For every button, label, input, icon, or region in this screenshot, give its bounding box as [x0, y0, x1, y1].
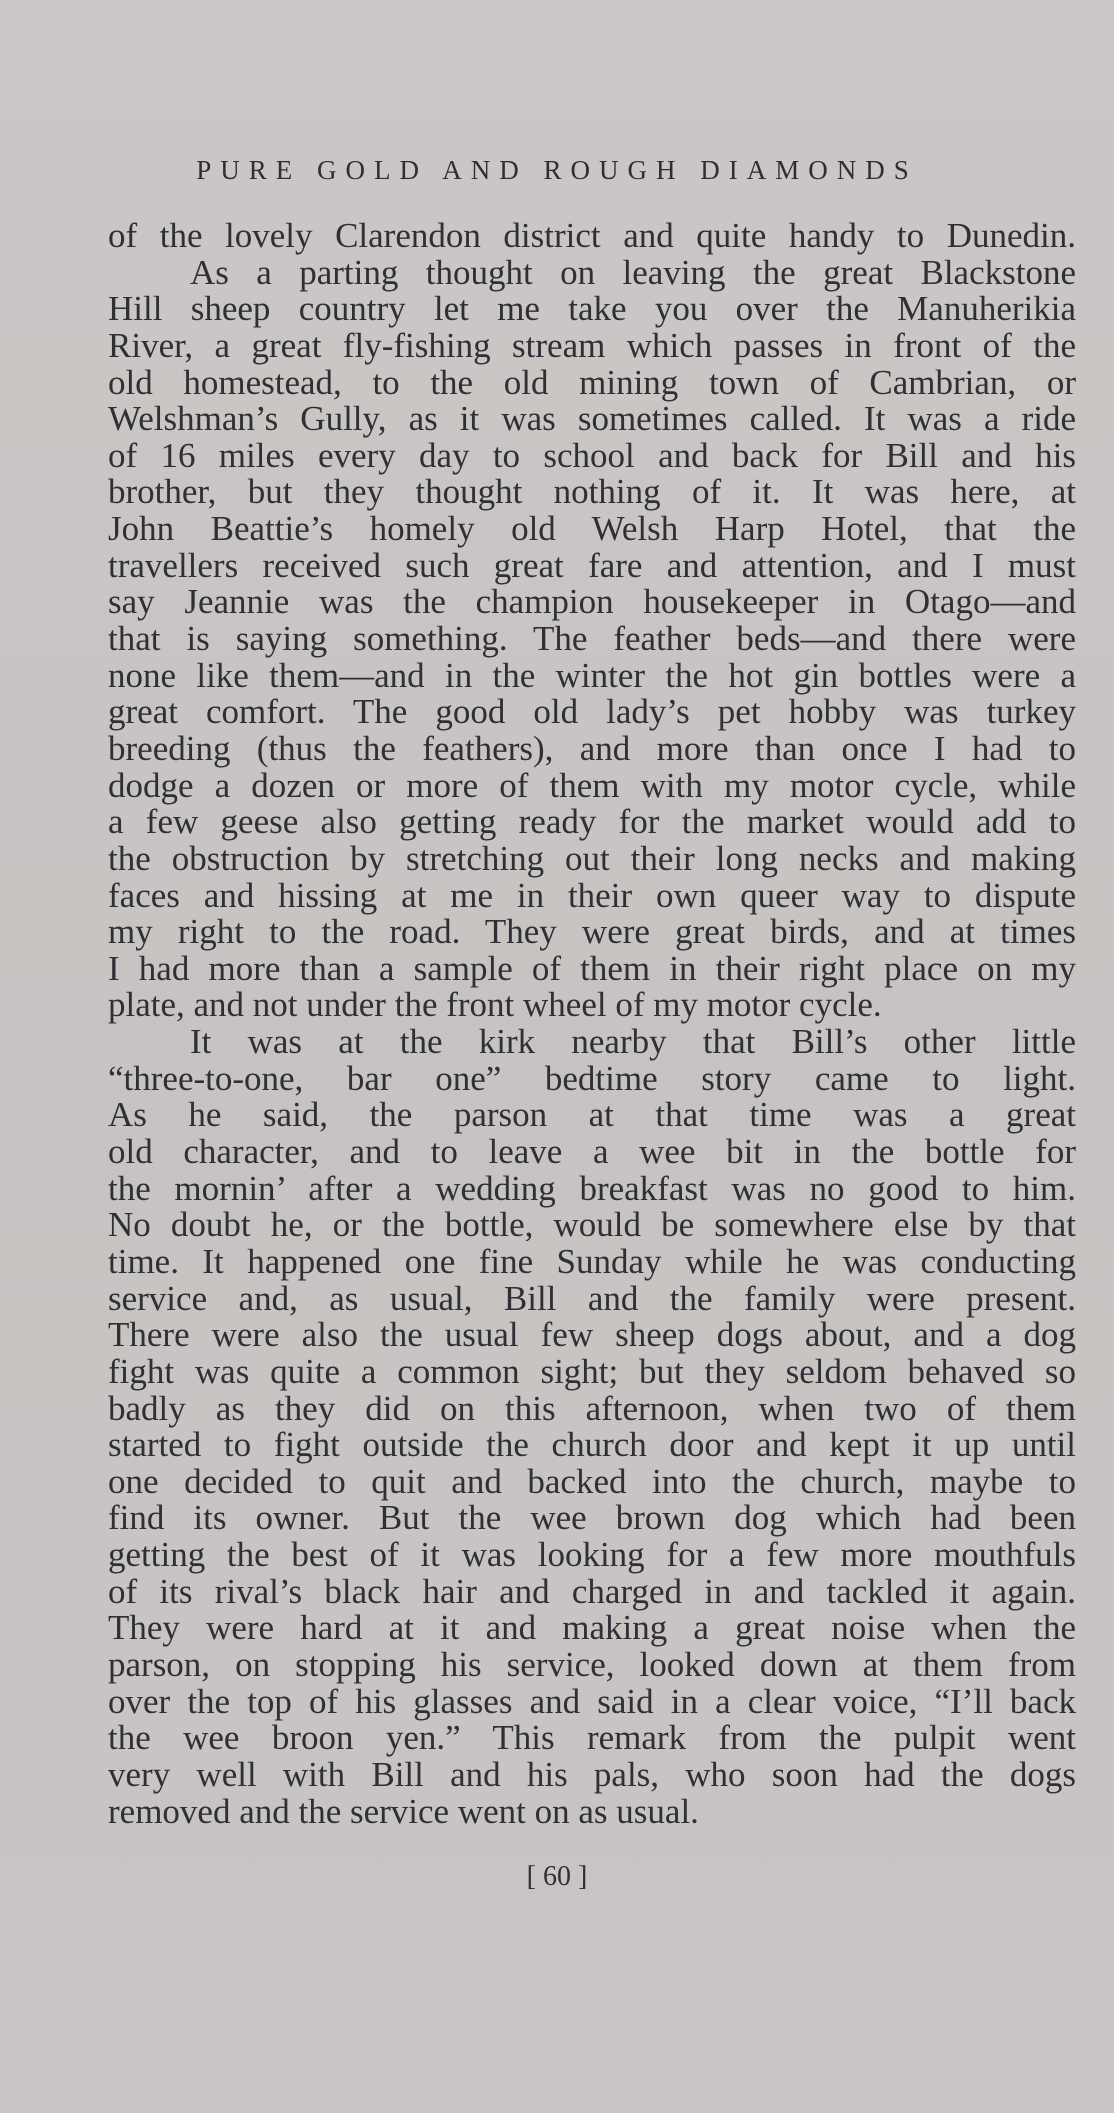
text-line: the wee broon yen.” This remark from the pulpit went — [108, 1718, 1076, 1758]
text-line: dodge a dozen or more of them with my motor cycle, while — [108, 765, 1076, 805]
text-line: a few geese also getting ready for the market would add to — [108, 802, 1076, 842]
text-line: parson, on stopping his service, looked down at them from — [108, 1644, 1076, 1684]
text-line: fight was quite a common sight; but they seldom behaved so — [108, 1351, 1076, 1391]
text-line: say Jeannie was the champion housekeeper in Otago—and — [108, 582, 1076, 622]
body-text — [108, 218, 1076, 1830]
text-line: Hill sheep country let me take you over the Manuherikia — [108, 289, 1076, 329]
text-line: As a parting thought on leaving the great Blackstone — [190, 252, 1076, 292]
text-line: removed and the service went on as usual. — [108, 1791, 699, 1831]
text-line: River, a great fly-fishing stream which passes in front of the — [108, 325, 1076, 365]
text-line: plate, and not under the front wheel of my motor cycle. — [108, 985, 882, 1025]
text-line: my right to the road. They were great birds, and at times — [108, 912, 1076, 952]
text-line: old character, and to leave a wee bit in the bottle for — [108, 1132, 1076, 1172]
text-line: none like them—and in the winter the hot gin bottles were a — [108, 655, 1076, 695]
text-line: old homestead, to the old mining town of Cambrian, or — [108, 362, 1076, 402]
text-line: They were hard at it and making a great noise when the — [108, 1608, 1076, 1648]
text-line: badly as they did on this afternoon, when two of them — [108, 1388, 1076, 1428]
text-line: very well with Bill and his pals, who soon had the dogs — [108, 1754, 1076, 1794]
text-line: There were also the usual few sheep dogs about, and a dog — [108, 1315, 1076, 1355]
text-line: I had more than a sample of them in their right place on my — [108, 948, 1076, 988]
running-head: PURE GOLD AND ROUGH DIAMONDS — [196, 155, 918, 185]
text-line: breeding (thus the feathers), and more than once I had to — [108, 728, 1076, 768]
page-number: [ 60 ] — [526, 1861, 588, 1892]
text-line: find its owner. But the wee brown dog which had been — [108, 1498, 1076, 1538]
text-line: getting the best of it was looking for a few more mouthfuls — [108, 1535, 1076, 1575]
text-line: faces and hissing at me in their own queer way to dispute — [108, 875, 1076, 915]
text-line: time. It happened one fine Sunday while he was conducting — [108, 1241, 1076, 1281]
text-line: It was at the kirk nearby that Bill’s other little — [190, 1022, 1076, 1062]
text-line: travellers received such great fare and attention, and I must — [108, 545, 1076, 585]
text-line: of its rival’s black hair and charged in and tackled it again. — [108, 1571, 1076, 1611]
text-line: the obstruction by stretching out their long necks and making — [108, 838, 1076, 878]
text-line: one decided to quit and backed into the church, maybe to — [108, 1461, 1076, 1501]
text-line: Welshman’s Gully, as it was sometimes called. It was a ride — [108, 399, 1076, 439]
text-line: John Beattie’s homely old Welsh Harp Hotel, that the — [108, 509, 1076, 549]
text-line: service and, as usual, Bill and the family were present. — [108, 1278, 1076, 1318]
text-line: started to fight outside the church door and kept it up until — [108, 1425, 1076, 1465]
text-line: that is saying something. The feather beds—and there were — [108, 619, 1076, 659]
text-line: brother, but they thought nothing of it. It was here, at — [108, 472, 1076, 512]
text-line: the mornin’ after a wedding breakfast was no good to him. — [108, 1168, 1076, 1208]
text-line: As he said, the parson at that time was a great — [108, 1095, 1076, 1135]
text-line: of the lovely Clarendon district and quite handy to Dunedin. — [108, 216, 1076, 255]
text-line: of 16 miles every day to school and back for Bill and his — [108, 435, 1076, 475]
text-line: over the top of his glasses and said in a clear voice, “I’ll back — [108, 1681, 1076, 1721]
text-line: No doubt he, or the bottle, would be somewhere else by that — [108, 1205, 1076, 1245]
text-line: great comfort. The good old lady’s pet hobby was turkey — [108, 692, 1076, 732]
text-line: “three-to-one, bar one” bedtime story came to light. — [108, 1058, 1076, 1098]
